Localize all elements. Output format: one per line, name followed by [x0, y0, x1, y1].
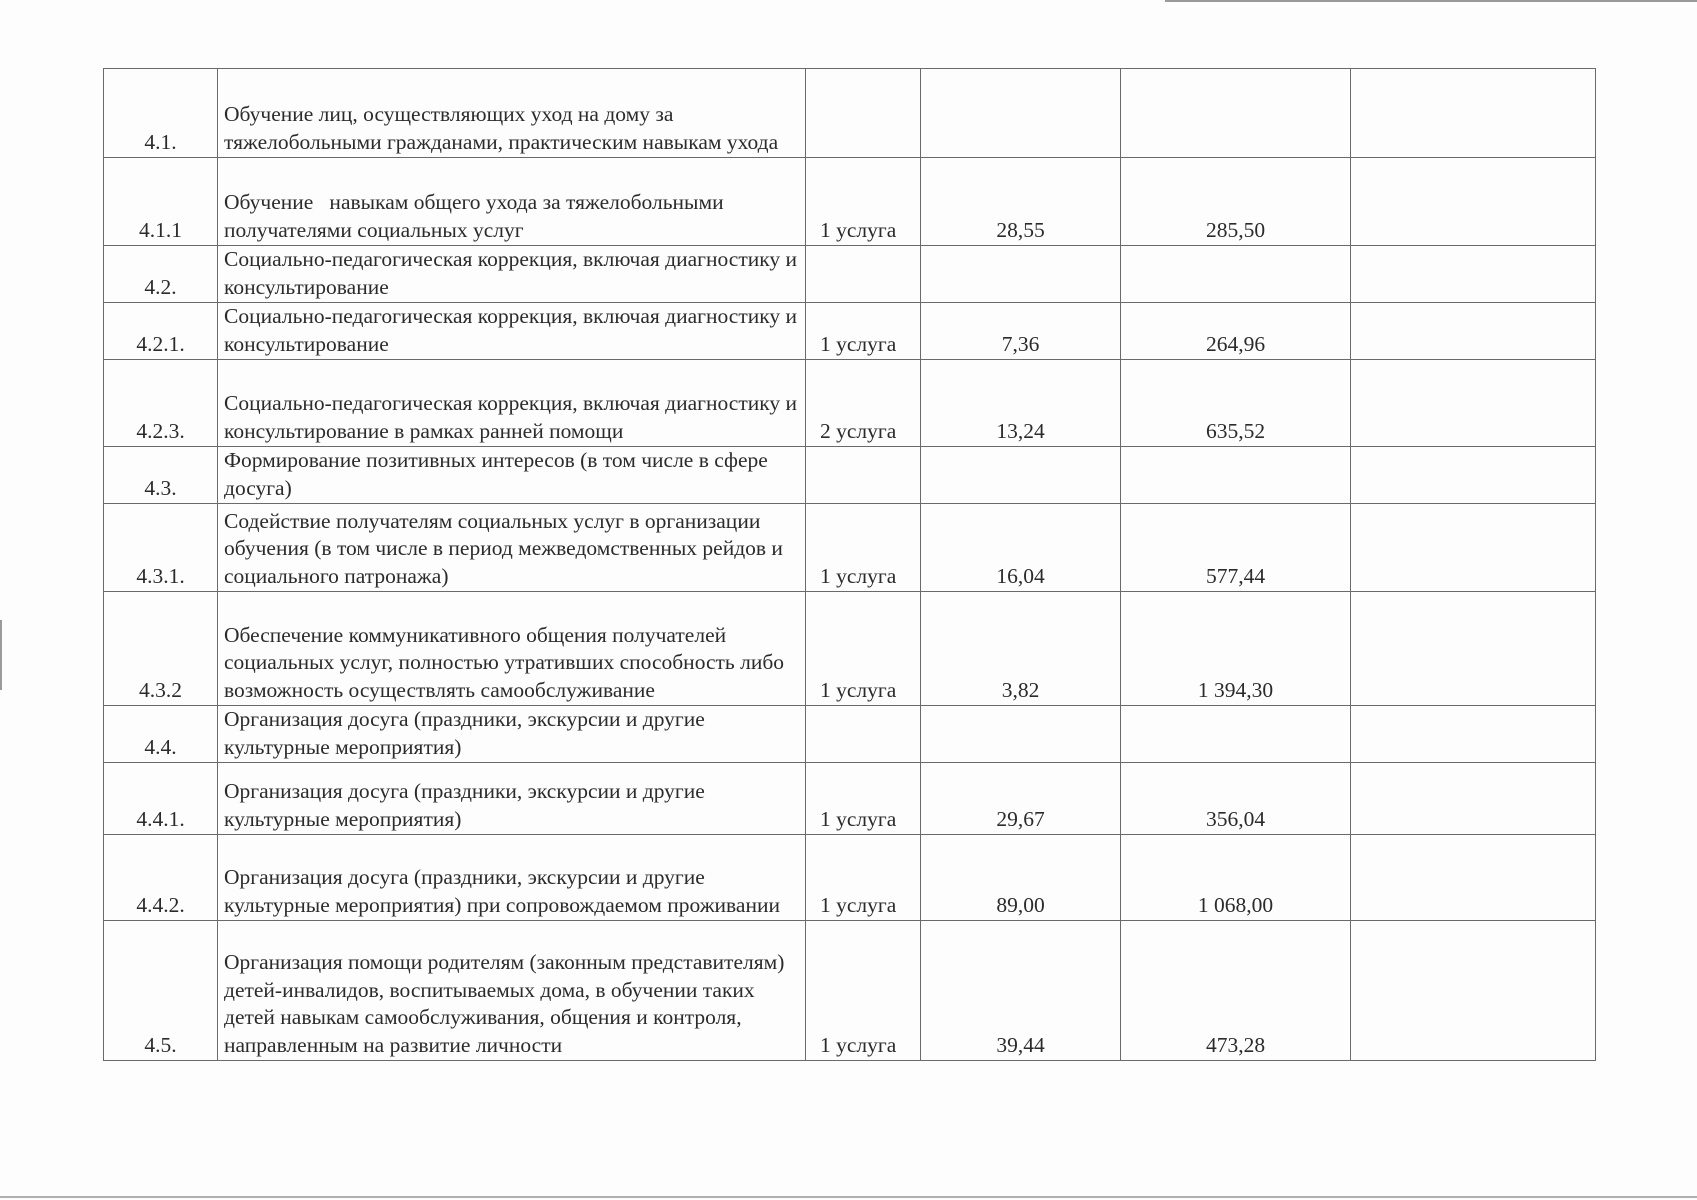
- service-name: Организация досуга (праздники, экскурсии и другие культурные мероприятия): [218, 706, 806, 763]
- table-row: [104, 447, 1596, 504]
- row-number: 4.3.2: [104, 592, 218, 706]
- table-row: [104, 592, 1596, 706]
- price-cell: 7,36: [921, 303, 1121, 360]
- unit-cell: [806, 246, 921, 303]
- price-cell: [921, 706, 1121, 763]
- total-cell: 473,28: [1121, 921, 1351, 1061]
- service-name: Социально-педагогическая коррекция, включая диагностику и консультирование: [218, 303, 806, 360]
- unit-cell: 1 услуга: [806, 592, 921, 706]
- unit-cell: [806, 69, 921, 158]
- total-cell: [1121, 447, 1351, 504]
- service-name: Содействие получателям социальных услуг в организации обучения (в том числе в период межведомственных рейдов и социального патронажа): [218, 504, 806, 592]
- row-number: 4.2.3.: [104, 360, 218, 447]
- service-name: Обеспечение коммуникативного общения получателей социальных услуг, полностью утративших способность либо возможность осуществлять самообслуживание: [218, 592, 806, 706]
- extra-cell: [1351, 504, 1596, 592]
- row-number: 4.4.: [104, 706, 218, 763]
- unit-cell: 1 услуга: [806, 504, 921, 592]
- table-row: [104, 763, 1596, 835]
- service-name: Обучение лиц, осуществляющих уход на дому за тяжелобольными гражданами, практическим навыкам ухода: [218, 69, 806, 158]
- price-cell: [921, 447, 1121, 504]
- price-cell: 16,04: [921, 504, 1121, 592]
- service-name: Организация помощи родителям (законным представителям) детей-инвалидов, воспитываемых дома, в обучении таких детей навыкам самообслуживания, общения и контроля, направленным на развитие личности: [218, 921, 806, 1061]
- table-row: [104, 504, 1596, 592]
- unit-cell: 1 услуга: [806, 835, 921, 921]
- table-row: [104, 246, 1596, 303]
- total-cell: 264,96: [1121, 303, 1351, 360]
- row-number: 4.1.: [104, 69, 218, 158]
- unit-cell: 1 услуга: [806, 763, 921, 835]
- extra-cell: [1351, 835, 1596, 921]
- price-cell: [921, 246, 1121, 303]
- price-cell: 29,67: [921, 763, 1121, 835]
- service-name: Организация досуга (праздники, экскурсии и другие культурные мероприятия) при сопровождаемом проживании: [218, 835, 806, 921]
- row-number: 4.3.1.: [104, 504, 218, 592]
- total-cell: 1 394,30: [1121, 592, 1351, 706]
- table-row: [104, 921, 1596, 1061]
- unit-cell: 1 услуга: [806, 158, 921, 246]
- row-number: 4.3.: [104, 447, 218, 504]
- total-cell: 356,04: [1121, 763, 1351, 835]
- total-cell: [1121, 246, 1351, 303]
- row-number: 4.4.2.: [104, 835, 218, 921]
- row-number: 4.4.1.: [104, 763, 218, 835]
- unit-cell: 2 услуга: [806, 360, 921, 447]
- extra-cell: [1351, 360, 1596, 447]
- total-cell: 577,44: [1121, 504, 1351, 592]
- scan-edge-top: [1165, 0, 1697, 2]
- service-name: Организация досуга (праздники, экскурсии и другие культурные мероприятия): [218, 763, 806, 835]
- total-cell: 1 068,00: [1121, 835, 1351, 921]
- unit-cell: 1 услуга: [806, 303, 921, 360]
- total-cell: [1121, 69, 1351, 158]
- total-cell: 285,50: [1121, 158, 1351, 246]
- row-number: 4.2.1.: [104, 303, 218, 360]
- service-name: Социально-педагогическая коррекция, включая диагностику и консультирование в рамках ранней помощи: [218, 360, 806, 447]
- services-tariff-table: [103, 68, 1596, 1061]
- service-name: Обучение навыкам общего ухода за тяжелобольными получателями социальных услуг: [218, 158, 806, 246]
- row-number: 4.5.: [104, 921, 218, 1061]
- price-cell: [921, 69, 1121, 158]
- table-row: [104, 303, 1596, 360]
- extra-cell: [1351, 921, 1596, 1061]
- extra-cell: [1351, 763, 1596, 835]
- unit-cell: [806, 706, 921, 763]
- price-cell: 39,44: [921, 921, 1121, 1061]
- service-name: Социально-педагогическая коррекция, включая диагностику и консультирование: [218, 246, 806, 303]
- price-cell: 3,82: [921, 592, 1121, 706]
- extra-cell: [1351, 69, 1596, 158]
- total-cell: 635,52: [1121, 360, 1351, 447]
- extra-cell: [1351, 592, 1596, 706]
- unit-cell: 1 услуга: [806, 921, 921, 1061]
- scan-edge-left: [0, 620, 2, 690]
- service-name: Формирование позитивных интересов (в том числе в сфере досуга): [218, 447, 806, 504]
- table-row: [104, 706, 1596, 763]
- price-cell: 13,24: [921, 360, 1121, 447]
- extra-cell: [1351, 246, 1596, 303]
- price-cell: 89,00: [921, 835, 1121, 921]
- row-number: 4.2.: [104, 246, 218, 303]
- scan-edge-bottom: [0, 1196, 1697, 1198]
- extra-cell: [1351, 447, 1596, 504]
- price-cell: 28,55: [921, 158, 1121, 246]
- total-cell: [1121, 706, 1351, 763]
- table-row: [104, 69, 1596, 158]
- unit-cell: [806, 447, 921, 504]
- table-row: [104, 360, 1596, 447]
- table-row: [104, 158, 1596, 246]
- row-number: 4.1.1: [104, 158, 218, 246]
- extra-cell: [1351, 303, 1596, 360]
- table-row: [104, 835, 1596, 921]
- extra-cell: [1351, 158, 1596, 246]
- extra-cell: [1351, 706, 1596, 763]
